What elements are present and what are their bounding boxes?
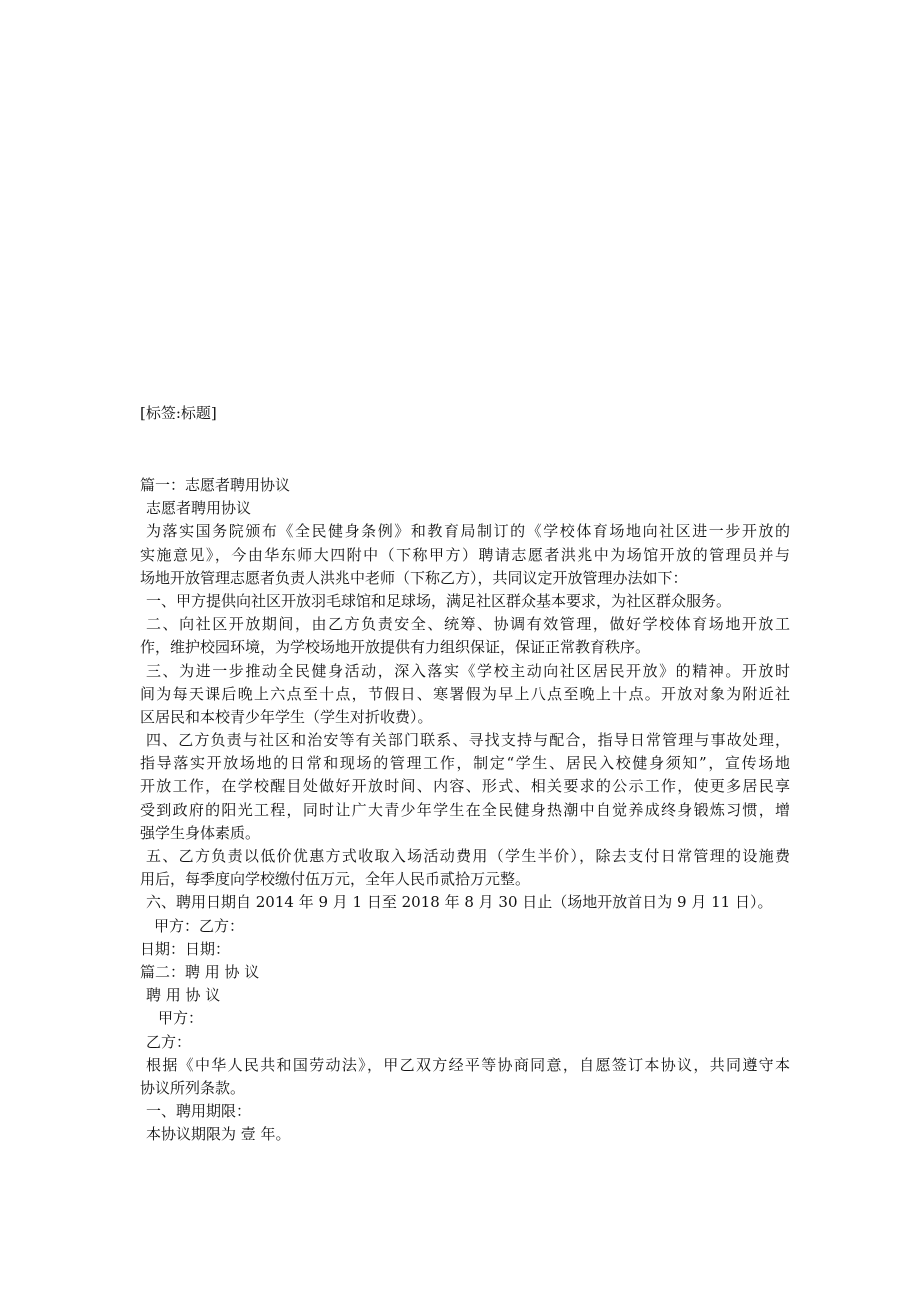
term-line: 本协议期限为 壹 年。: [146, 1125, 291, 1144]
paragraph-line: 为落实国务院颁布《全民健身条例》和教育局制订的《学校体育场地向社区进一步开放的: [146, 522, 790, 541]
signature-dates: 日期：日期：: [140, 939, 231, 958]
clause-2: 二、向社区开放期间，由乙方负责安全、统筹、协调有效管理，做好学校体育场地开放工: [146, 615, 790, 634]
clause-5: 五、乙方负责以低价优惠方式收取入场活动费用（学生半价），除去支付日常管理的设施费: [146, 847, 790, 865]
party-a: 甲方：: [158, 1009, 204, 1028]
paragraph-line: 协议所列条款。: [140, 1078, 246, 1097]
clause-6: 六、聘用日期自 2014 年 9 月 1 日至 2018 年 8 月 30 日止（场地开放首日为 9 月 11 日）。: [146, 893, 773, 912]
paragraph-line: 间为每天课后晚上六点至十点，节假日、寒署假为早上八点至晚上十点。开放对象为附近社: [140, 684, 790, 703]
paragraph-line: 场地开放管理志愿者负责人洪兆中老师（下称乙方），共同议定开放管理办法如下：: [140, 568, 688, 587]
paragraph-line: 受到政府的阳光工程，同时让广大青少年学生在全民健身热潮中自觉养成终身锻炼习惯，增: [140, 800, 790, 819]
tag-placeholder: [标签:标题]: [140, 404, 217, 422]
agreement-title-2: 聘 用 协 议: [146, 986, 221, 1005]
paragraph-line: 开放工作，在学校醒目处做好开放时间、内容、形式、相关要求的公示工作，使更多居民享: [140, 777, 790, 796]
section-title-2: 篇二：聘 用 协 议: [140, 962, 260, 981]
paragraph-line: 区居民和本校青少年学生（学生对折收费）。: [140, 707, 433, 726]
paragraph-line: 指导落实开放场地的日常和现场的管理工作，制定“学生、居民入校健身须知”，宣传场地: [140, 754, 790, 773]
paragraph-line: 实施意见》，今由华东师大四附中（下称甲方）聘请志愿者洪兆中为场馆开放的管理员并与: [140, 545, 790, 564]
term-heading: 一、聘用期限：: [146, 1102, 252, 1121]
paragraph-line: 根据《中华人民共和国劳动法》，甲乙双方经平等协商同意，自愿签订本协议，共同遵守本: [146, 1055, 790, 1074]
paragraph-line: 作，维护校园环境，为学校场地开放提供有力组织保证，保证正常教育秩序。: [140, 638, 651, 657]
agreement-title-1: 志愿者聘用协议: [146, 499, 252, 518]
clause-4: 四、乙方负责与社区和治安等有关部门联系、寻找支持与配合，指导日常管理与事故处理，: [146, 731, 790, 750]
signature-parties: 甲方：乙方：: [154, 916, 245, 935]
paragraph-line: 用后，每季度向学校缴付伍万元，全年人民币贰拾万元整。: [140, 870, 531, 889]
document-body: [140, 474, 790, 1146]
clause-1: 一、甲方提供向社区开放羽毛球馆和足球场，满足社区群众基本要求，为社区群众服务。: [146, 591, 732, 610]
section-title-1: 篇一：志愿者聘用协议: [140, 476, 291, 494]
party-b: 乙方：: [146, 1032, 192, 1051]
clause-3: 三、为进一步推动全民健身活动，深入落实《学校主动向社区居民开放》的精神。开放时: [146, 661, 790, 680]
paragraph-line: 强学生身体素质。: [140, 823, 261, 842]
